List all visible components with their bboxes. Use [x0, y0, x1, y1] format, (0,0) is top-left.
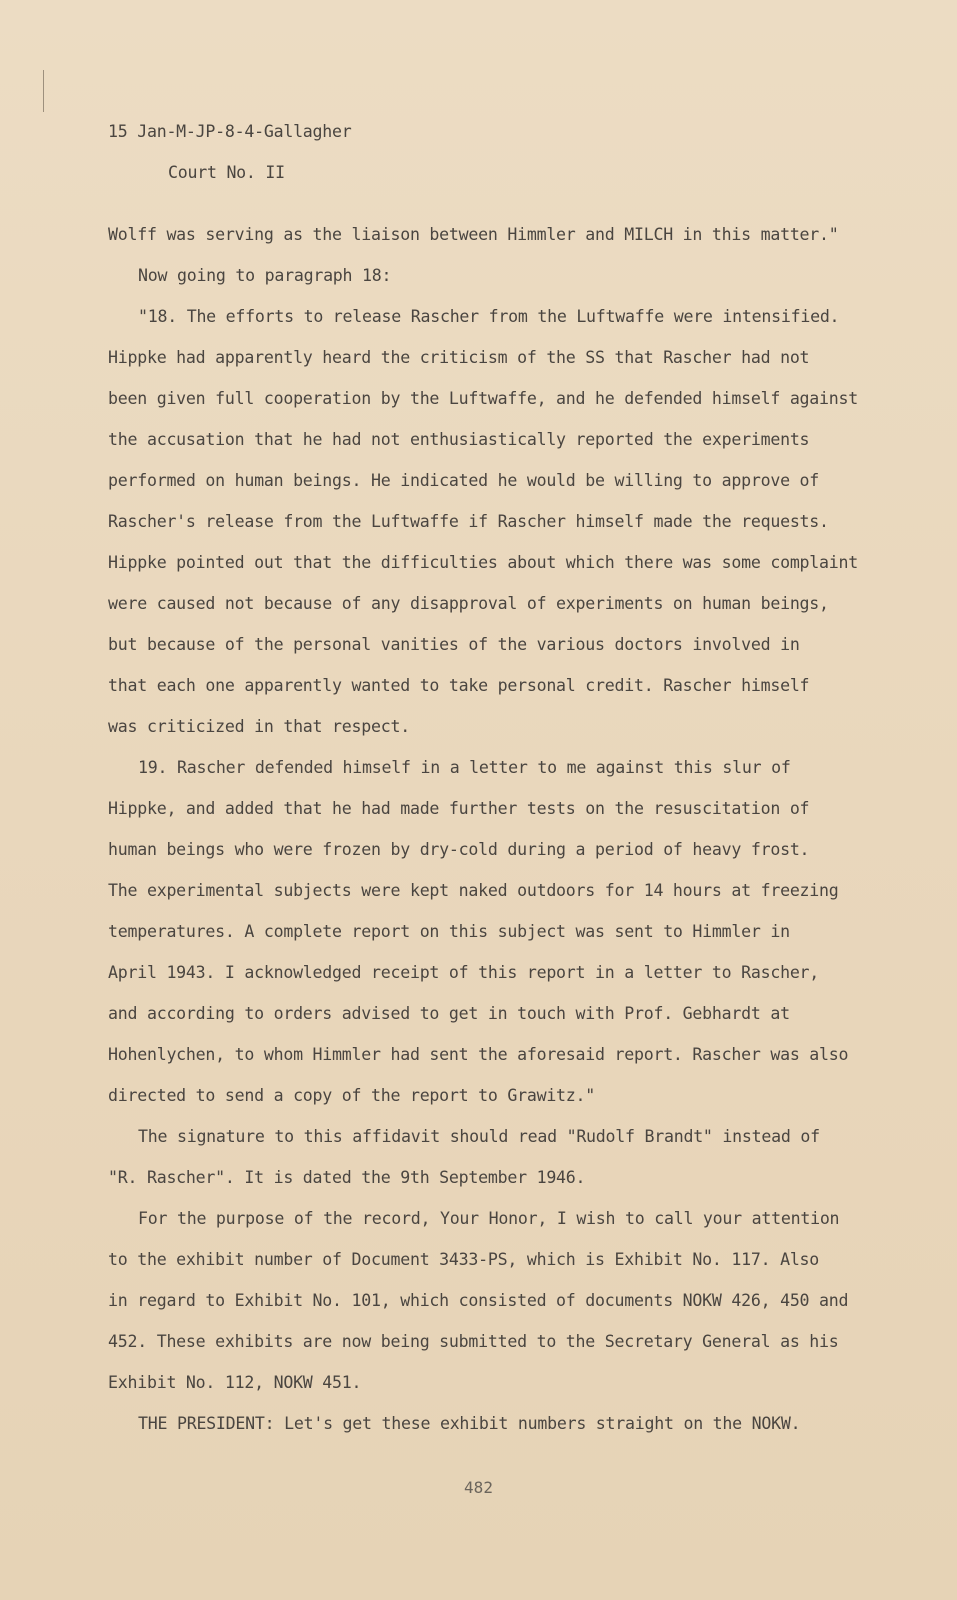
body-line-8: Rascher's release from the Luftwaffe if Rascher himself made the requests. — [108, 512, 829, 531]
header-court-line: Court No. II — [168, 163, 285, 182]
body-line-6: the accusation that he had not enthusiastically reported the experiments — [108, 430, 810, 449]
body-line-26: to the exhibit number of Document 3433-PS, which is Exhibit No. 117. Also — [108, 1250, 820, 1269]
body-line-7: performed on human beings. He indicated he would be willing to approve of — [108, 471, 820, 490]
body-line-15: Hippke, and added that he had made further tests on the resuscitation of — [108, 799, 810, 818]
body-line-11: but because of the personal vanities of the various doctors involved in — [108, 635, 800, 654]
margin-mark — [43, 70, 44, 112]
body-line-9: Hippke pointed out that the difficulties about which there was some complaint — [108, 553, 859, 572]
body-line-30: THE PRESIDENT: Let's get these exhibit numbers straight on the NOKW. — [138, 1414, 801, 1433]
body-line-24: "R. Rascher". It is dated the 9th September 1946. — [108, 1168, 586, 1187]
body-line-23: The signature to this affidavit should read "Rudolf Brandt" instead of — [138, 1127, 820, 1146]
body-line-14: 19. Rascher defended himself in a letter to me against this slur of — [138, 758, 791, 777]
body-line-16: human beings who were frozen by dry-cold during a period of heavy frost. — [108, 840, 810, 859]
body-line-19: April 1943. I acknowledged receipt of this report in a letter to Rascher, — [108, 963, 820, 982]
body-line-4: Hippke had apparently heard the criticism of the SS that Rascher had not — [108, 348, 810, 367]
body-line-2: Now going to paragraph 18: — [138, 266, 392, 285]
body-line-12: that each one apparently wanted to take personal credit. Rascher himself — [108, 676, 810, 695]
body-line-25: For the purpose of the record, Your Honor, I wish to call your attention — [138, 1209, 840, 1228]
body-line-13: was criticized in that respect. — [108, 717, 410, 736]
body-line-17: The experimental subjects were kept naked outdoors for 14 hours at freezing — [108, 881, 839, 900]
body-line-21: Hohenlychen, to whom Himmler had sent the aforesaid report. Rascher was also — [108, 1045, 849, 1064]
body-line-3: "18. The efforts to release Rascher from the Luftwaffe were intensified. — [138, 307, 840, 326]
header-session-line: 15 Jan-M-JP-8-4-Gallagher — [108, 122, 352, 141]
body-line-5: been given full cooperation by the Luftwaffe, and he defended himself against — [108, 389, 859, 408]
body-line-28: 452. These exhibits are now being submitted to the Secretary General as his — [108, 1332, 839, 1351]
body-line-27: in regard to Exhibit No. 101, which consisted of documents NOKW 426, 450 and — [108, 1291, 849, 1310]
body-line-29: Exhibit No. 112, NOKW 451. — [108, 1373, 362, 1392]
body-line-1: Wolff was serving as the liaison between Himmler and MILCH in this matter." — [108, 225, 839, 244]
body-line-22: directed to send a copy of the report to Grawitz." — [108, 1086, 596, 1105]
page-number: 482 — [464, 1478, 493, 1497]
body-line-10: were caused not because of any disapproval of experiments on human beings, — [108, 594, 829, 613]
body-line-20: and according to orders advised to get in touch with Prof. Gebhardt at — [108, 1004, 790, 1023]
body-line-18: temperatures. A complete report on this subject was sent to Himmler in — [108, 922, 790, 941]
